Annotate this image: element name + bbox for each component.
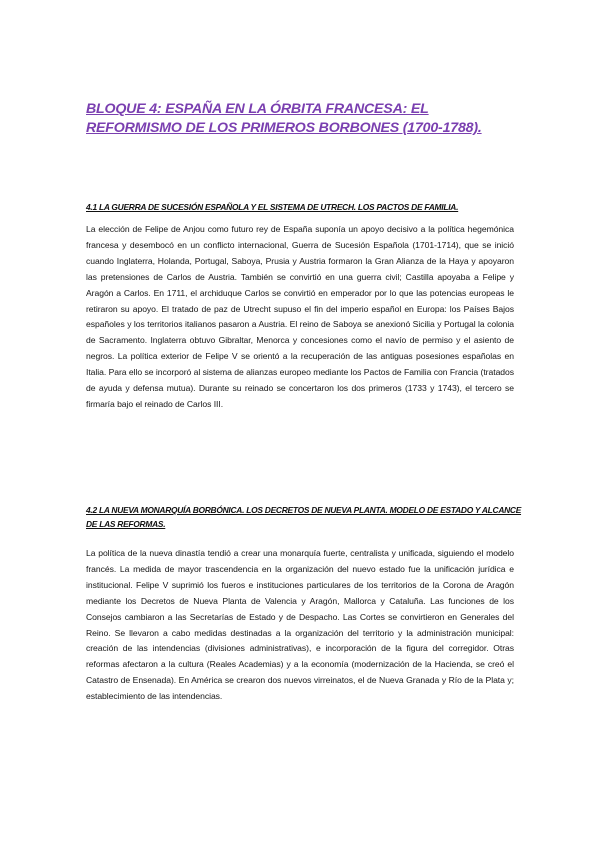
section-body-4-2: La política de la nueva dinastía tendió a crear una monarquía fuerte, centralista y unificada, siguiendo el modelo francés. La medida de mayor trascendencia en la organización del nuevo estado fue la unificación jurídica e institucional. Felipe V suprimió los fueros e instituciones particulares de los territorios de la Corona de Aragón mediante los Decretos de Nueva Planta de Valencia y Aragón, Mallorca y Cataluña. Las funciones de los Consejos cambiaron a las Secretarías de Estado y de Despacho. Las Cortes se convirtieron en Generales del Reino. Se llevaron a cabo medidas destinadas a la organización del territorio y la administración municipal: creación de las intendencias (divisiones administrativas), e incorporación de la figura del corregidor. Otras reformas afectaron a la cultura (Reales Academias) y a la economía (modernización de la Hacienda, se creó el Catastro de Ensenada). En América se crearon dos nuevos virreinatos, el de Nueva Granada y Río de la Plata y; establecimiento de las intendencias.: [86, 548, 514, 702]
section-heading-4-2: 4.2 LA NUEVA MONARQUÍA BORBÓNICA. LOS DECRETOS DE NUEVA PLANTA. MODELO DE ESTADO Y ALCANCE DE LAS REFORMAS.: [86, 505, 522, 529]
section-heading-4-1: 4.1 LA GUERRA DE SUCESIÓN ESPAÑOLA Y EL SISTEMA DE UTRECH. LOS PACTOS DE FAMILIA.: [86, 202, 459, 212]
page-title: BLOQUE 4: ESPAÑA EN LA ÓRBITA FRANCESA: EL REFORMISMO DE LOS PRIMEROS BORBONES (1700-1788).: [86, 101, 482, 136]
section-body-4-1: La elección de Felipe de Anjou como futuro rey de España suponía un apoyo decisivo a la política hegemónica francesa y desembocó en un conflicto internacional, Guerra de Sucesión Española (1701-1714), que se inició cuando Inglaterra, Holanda, Portugal, Saboya, Prusia y Austria formaron la Gran Alianza de la Haya y apoyaron las pretensiones de Carlos de Austria. También se convirtió en una guerra civil; Castilla apoyaba a Felipe y Aragón a Carlos. En 1711, el archiduque Carlos se convirtió en emperador por lo que las potencias europeas le retiraron su apoyo. El tratado de paz de Utrecht supuso el fin del imperio español en Europa: los Países Bajos españoles y los territorios italianos pasaron a Austria. El reino de Saboya se anexionó Sicilia y Portugal la colonia de Sacramento. Inglaterra obtuvo Gibraltar, Menorca y concesiones como el navío de permiso y el asiento de negros. La política exterior de Felipe V se orientó a la recuperación de las antiguas posesiones españolas en Italia. Para ello se incorporó al sistema de alianzas europeo mediante los Pactos de Familia con Francia (tratados de ayuda y defensa mutua). Durante su reinado se concertaron los dos primeros (1733 y 1743), el tercero se firmaría bajo el reinado de Carlos III.: [86, 224, 514, 409]
